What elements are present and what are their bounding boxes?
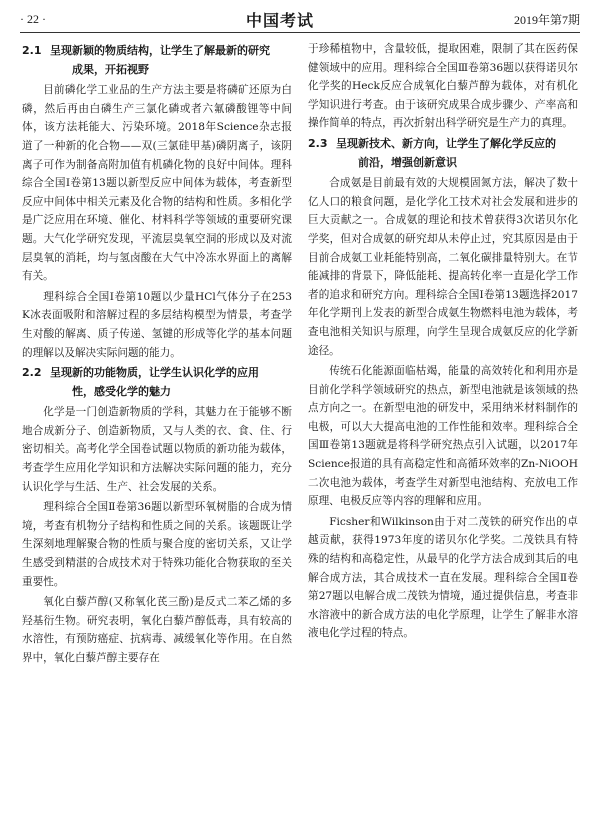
paragraph: 氧化白藜芦醇(又称氧化芪三酚)是反式二苯乙烯的多羟基衍生物。研究表明，氧化白藜芦醇低毒，具有较高的水溶性，有预防癌症、抗病毒、减缓氧化等作用。在自然界中，氧化白藜芦醇主要存在 <box>22 596 292 664</box>
paragraph: 理科综合全国Ⅰ卷第10题以少量HCl气体分子在253 K冰表面吸附和溶解过程的多层结构模型为情景，考查学生对酸的解离、质子传递、氢键的形成等化学的基本问题的理解以及解决实际问题的能力。 <box>22 290 292 359</box>
section-title-line: 呈现新的功能物质，让学生认识化学的应用 <box>50 366 259 380</box>
paragraph: 化学是一门创造新物质的学科，其魅力在于能够不断地合成新分子、创造新物质，又与人类的衣、食、住、行密切相关。高考化学全国卷试题以物质的新功能为载体，考查学生应用化学知识和方法解决实际问题的能力，充分认识化学与生活、生产、社会发展的关系。 <box>22 406 292 493</box>
section-title-line: 呈现新技术、新方向，让学生了解化学反应的 <box>336 136 556 150</box>
section-number: 2.3 <box>308 136 328 150</box>
paragraph: 目前磷化学工业品的生产方法主要是将磷矿还原为白磷，然后再由白磷生产三氯化磷或者六氟磷酸锂等中间体，该方法耗能大、污染环境。2018年Science杂志报道了一种新的化合物——双(三氯硅甲基)磷阴离子，该阴离子可作为制备高附加值有机磷化物的良好中间体。理科综合全国Ⅰ卷第13题以新型反应中间体为载体，考查新型反应中间体中相关元素及化合物的结构和性质。多相化学是广泛应用在环境、催化、材料科学等领域的重要研究课题。大气化学研究发现，平流层臭氧空洞的形成以及对流层臭氧的消耗，均与氢卤酸在大气中冷冻水界面上的离解有关。 <box>22 84 292 283</box>
paragraph: 理科综合全国Ⅱ卷第36题以新型环氧树脂的合成为情境，考查有机物分子结构和性质之间的关系。该题既让学生深刻地理解聚合物的性质与聚合度的密切关系，又让学生感受到精湛的合成技术对于特殊功能化合物获取的至关重要性。 <box>22 501 292 588</box>
paragraph: Ficsher和Wilkinson由于对二茂铁的研究作出的卓越贡献，获得1973年度的诺贝尔化学奖。二茂铁具有特殊的结构和高稳定性，从最早的化学方法合成到其后的电解合成方法，其合成技术一直在发展。理科综合全国Ⅱ卷第27题以电解合成二茂铁为情境，通过提供信息，考查非水溶液中的新合成方法的电化学原理，让学生了解非水溶液电化学过程的特点。 <box>308 515 578 640</box>
body-columns <box>22 40 578 811</box>
section-title-line: 前沿，增强创新意识 <box>358 155 457 169</box>
section-title-line: 呈现新颖的物质结构，让学生了解最新的研究 <box>50 44 270 57</box>
right-column <box>308 40 578 811</box>
section-title-line: 性，感受化学的魅力 <box>72 384 171 398</box>
issue-label: 2019年第7期 <box>513 12 580 27</box>
left-column <box>22 40 292 811</box>
section-title <box>50 364 292 401</box>
section-number: 2.1 <box>22 44 42 57</box>
header-rule <box>20 32 580 33</box>
journal-title: 中国考试 <box>245 10 314 30</box>
section-title-line: 成果，开拓视野 <box>72 62 149 76</box>
section-heading-2-3 <box>308 135 578 172</box>
section-heading-2-1 <box>22 42 292 79</box>
section-title <box>50 42 292 79</box>
section-heading-2-2 <box>22 364 292 401</box>
section-title <box>336 135 578 172</box>
page-header <box>20 8 580 30</box>
paragraph: 合成氨是目前最有效的大规模固氮方法，解决了数十亿人口的粮食问题，是化学化工技术对社会发展和进步的巨大贡献之一。合成氨的理论和技术曾获得3次诺贝尔化学奖，但对合成氨的研究却从未停止过，究其原因是由于目前合成氨工业耗能特别高，二氧化碳排量特别大。在节能减排的背景下，降低能耗、提高转化率一直是化学工作者的追求和研究方向。理科综合全国Ⅰ卷第13题选择2017年化学期刊上发表的新型合成氨生物燃料电池为载体，考查电池相关知识与原理，向学生呈现合成氨反应的化学新途径。 <box>308 177 578 357</box>
paragraph: 传统石化能源面临枯竭，能量的高效转化和利用亦是目前化学科学领域研究的热点，新型电池就是该领域的热点方向之一。在新型电池的研发中，采用纳米材料制作的电极，可以大大提高电池的工作性能和效率。理科综合全国Ⅲ卷第13题就是将科学研究热点引入试题，以2017年Science报道的具有高稳定性和高循环效率的Zn-NiOOH二次电池为载体，考查学生对新型电池结构、充放电工作原理、电极反应等内容的理解和应用。 <box>308 365 578 508</box>
paragraph-continued: 于珍稀植物中，含量较低，提取困难，限制了其在医药保健领域中的应用。理科综合全国Ⅲ卷第36题以获得诺贝尔化学奖的Heck反应合成氧化白藜芦醇为载体，对有机化学知识进行考查。由于该研究成果合成步骤少、产率高和操作简单的特点，再次折射出科学研究是生产力的真理。 <box>308 43 578 130</box>
section-number: 2.2 <box>22 366 42 380</box>
page-number: · 22 · <box>20 11 46 26</box>
